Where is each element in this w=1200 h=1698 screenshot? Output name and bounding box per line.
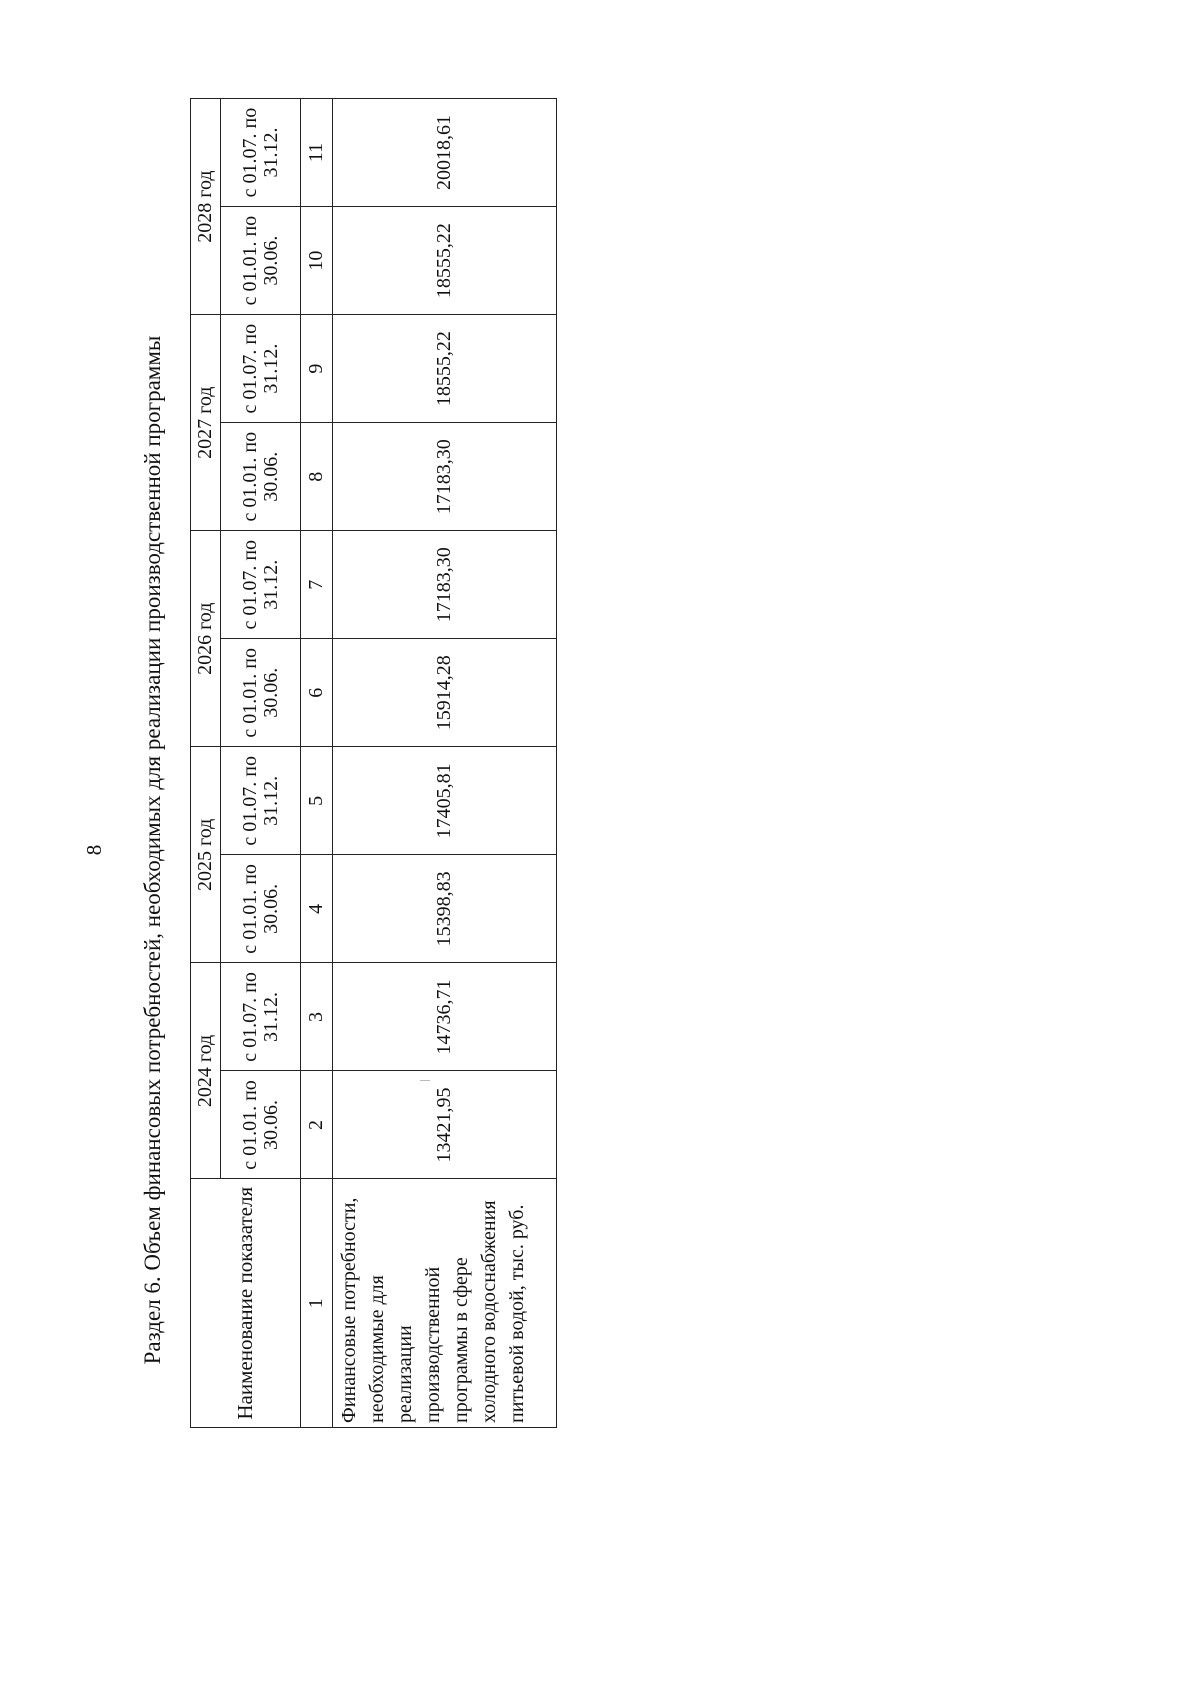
column-number: 2 bbox=[301, 1071, 333, 1179]
column-number-row bbox=[301, 99, 333, 1428]
column-number: 7 bbox=[301, 531, 333, 639]
year-header-2025: 2025 год bbox=[191, 747, 221, 963]
period-header: с 01.07. по 31.12. bbox=[221, 315, 301, 423]
page-number: 8 bbox=[82, 844, 106, 856]
year-header-2027: 2027 год bbox=[191, 315, 221, 531]
period-header: с 01.01. по 30.06. bbox=[221, 207, 301, 315]
table-cell: 17405,81 bbox=[333, 747, 557, 855]
period-header: с 01.07. по 31.12. bbox=[221, 747, 301, 855]
year-header-2026: 2026 год bbox=[191, 531, 221, 747]
column-number: 3 bbox=[301, 963, 333, 1071]
table-cell: 14736,71 bbox=[333, 963, 557, 1071]
table-cell: 13421,95 bbox=[333, 1071, 557, 1179]
financial-needs-table bbox=[190, 98, 557, 1428]
year-header-2028: 2028 год bbox=[191, 99, 221, 315]
column-number: 6 bbox=[301, 639, 333, 747]
column-number: 10 bbox=[301, 207, 333, 315]
period-header: с 01.01. по 30.06. bbox=[221, 855, 301, 963]
table-cell: 18555,22 bbox=[333, 315, 557, 423]
period-header: с 01.01. по 30.06. bbox=[221, 423, 301, 531]
table-cell: 15914,28 bbox=[333, 639, 557, 747]
landscape-page bbox=[60, 100, 620, 1600]
year-header-2024: 2024 год bbox=[191, 963, 221, 1179]
column-number: 8 bbox=[301, 423, 333, 531]
column-number: 5 bbox=[301, 747, 333, 855]
table-cell: 17183,30 bbox=[333, 423, 557, 531]
column-number: 4 bbox=[301, 855, 333, 963]
table-cell: 20018,61 bbox=[333, 99, 557, 207]
table-cell: 17183,30 bbox=[333, 531, 557, 639]
column-number: 9 bbox=[301, 315, 333, 423]
period-header: с 01.07. по 31.12. bbox=[221, 531, 301, 639]
period-header: с 01.07. по 31.12. bbox=[221, 99, 301, 207]
period-header: с 01.01. по 30.06. bbox=[221, 639, 301, 747]
scan-speck bbox=[420, 1080, 430, 1081]
period-header: с 01.07. по 31.12. bbox=[221, 963, 301, 1071]
column-number: 1 bbox=[301, 1179, 333, 1428]
column-number: 11 bbox=[301, 99, 333, 207]
table-cell: 18555,22 bbox=[333, 207, 557, 315]
period-header: с 01.01. по 30.06. bbox=[221, 1071, 301, 1179]
year-header-row bbox=[191, 99, 221, 1428]
table-cell: 15398,83 bbox=[333, 855, 557, 963]
section-title: Раздел 6. Объем финансовых потребностей, необходимых для реализации производственной программы bbox=[140, 335, 165, 1365]
indicator-header: Наименование показателя bbox=[191, 1179, 301, 1428]
table-row bbox=[333, 99, 557, 1428]
row-label: Финансовые потребности, необходимые для реализации производственной программы в сфере холодного водоснабжения питьевой водой, тыс. руб. bbox=[333, 1179, 557, 1428]
